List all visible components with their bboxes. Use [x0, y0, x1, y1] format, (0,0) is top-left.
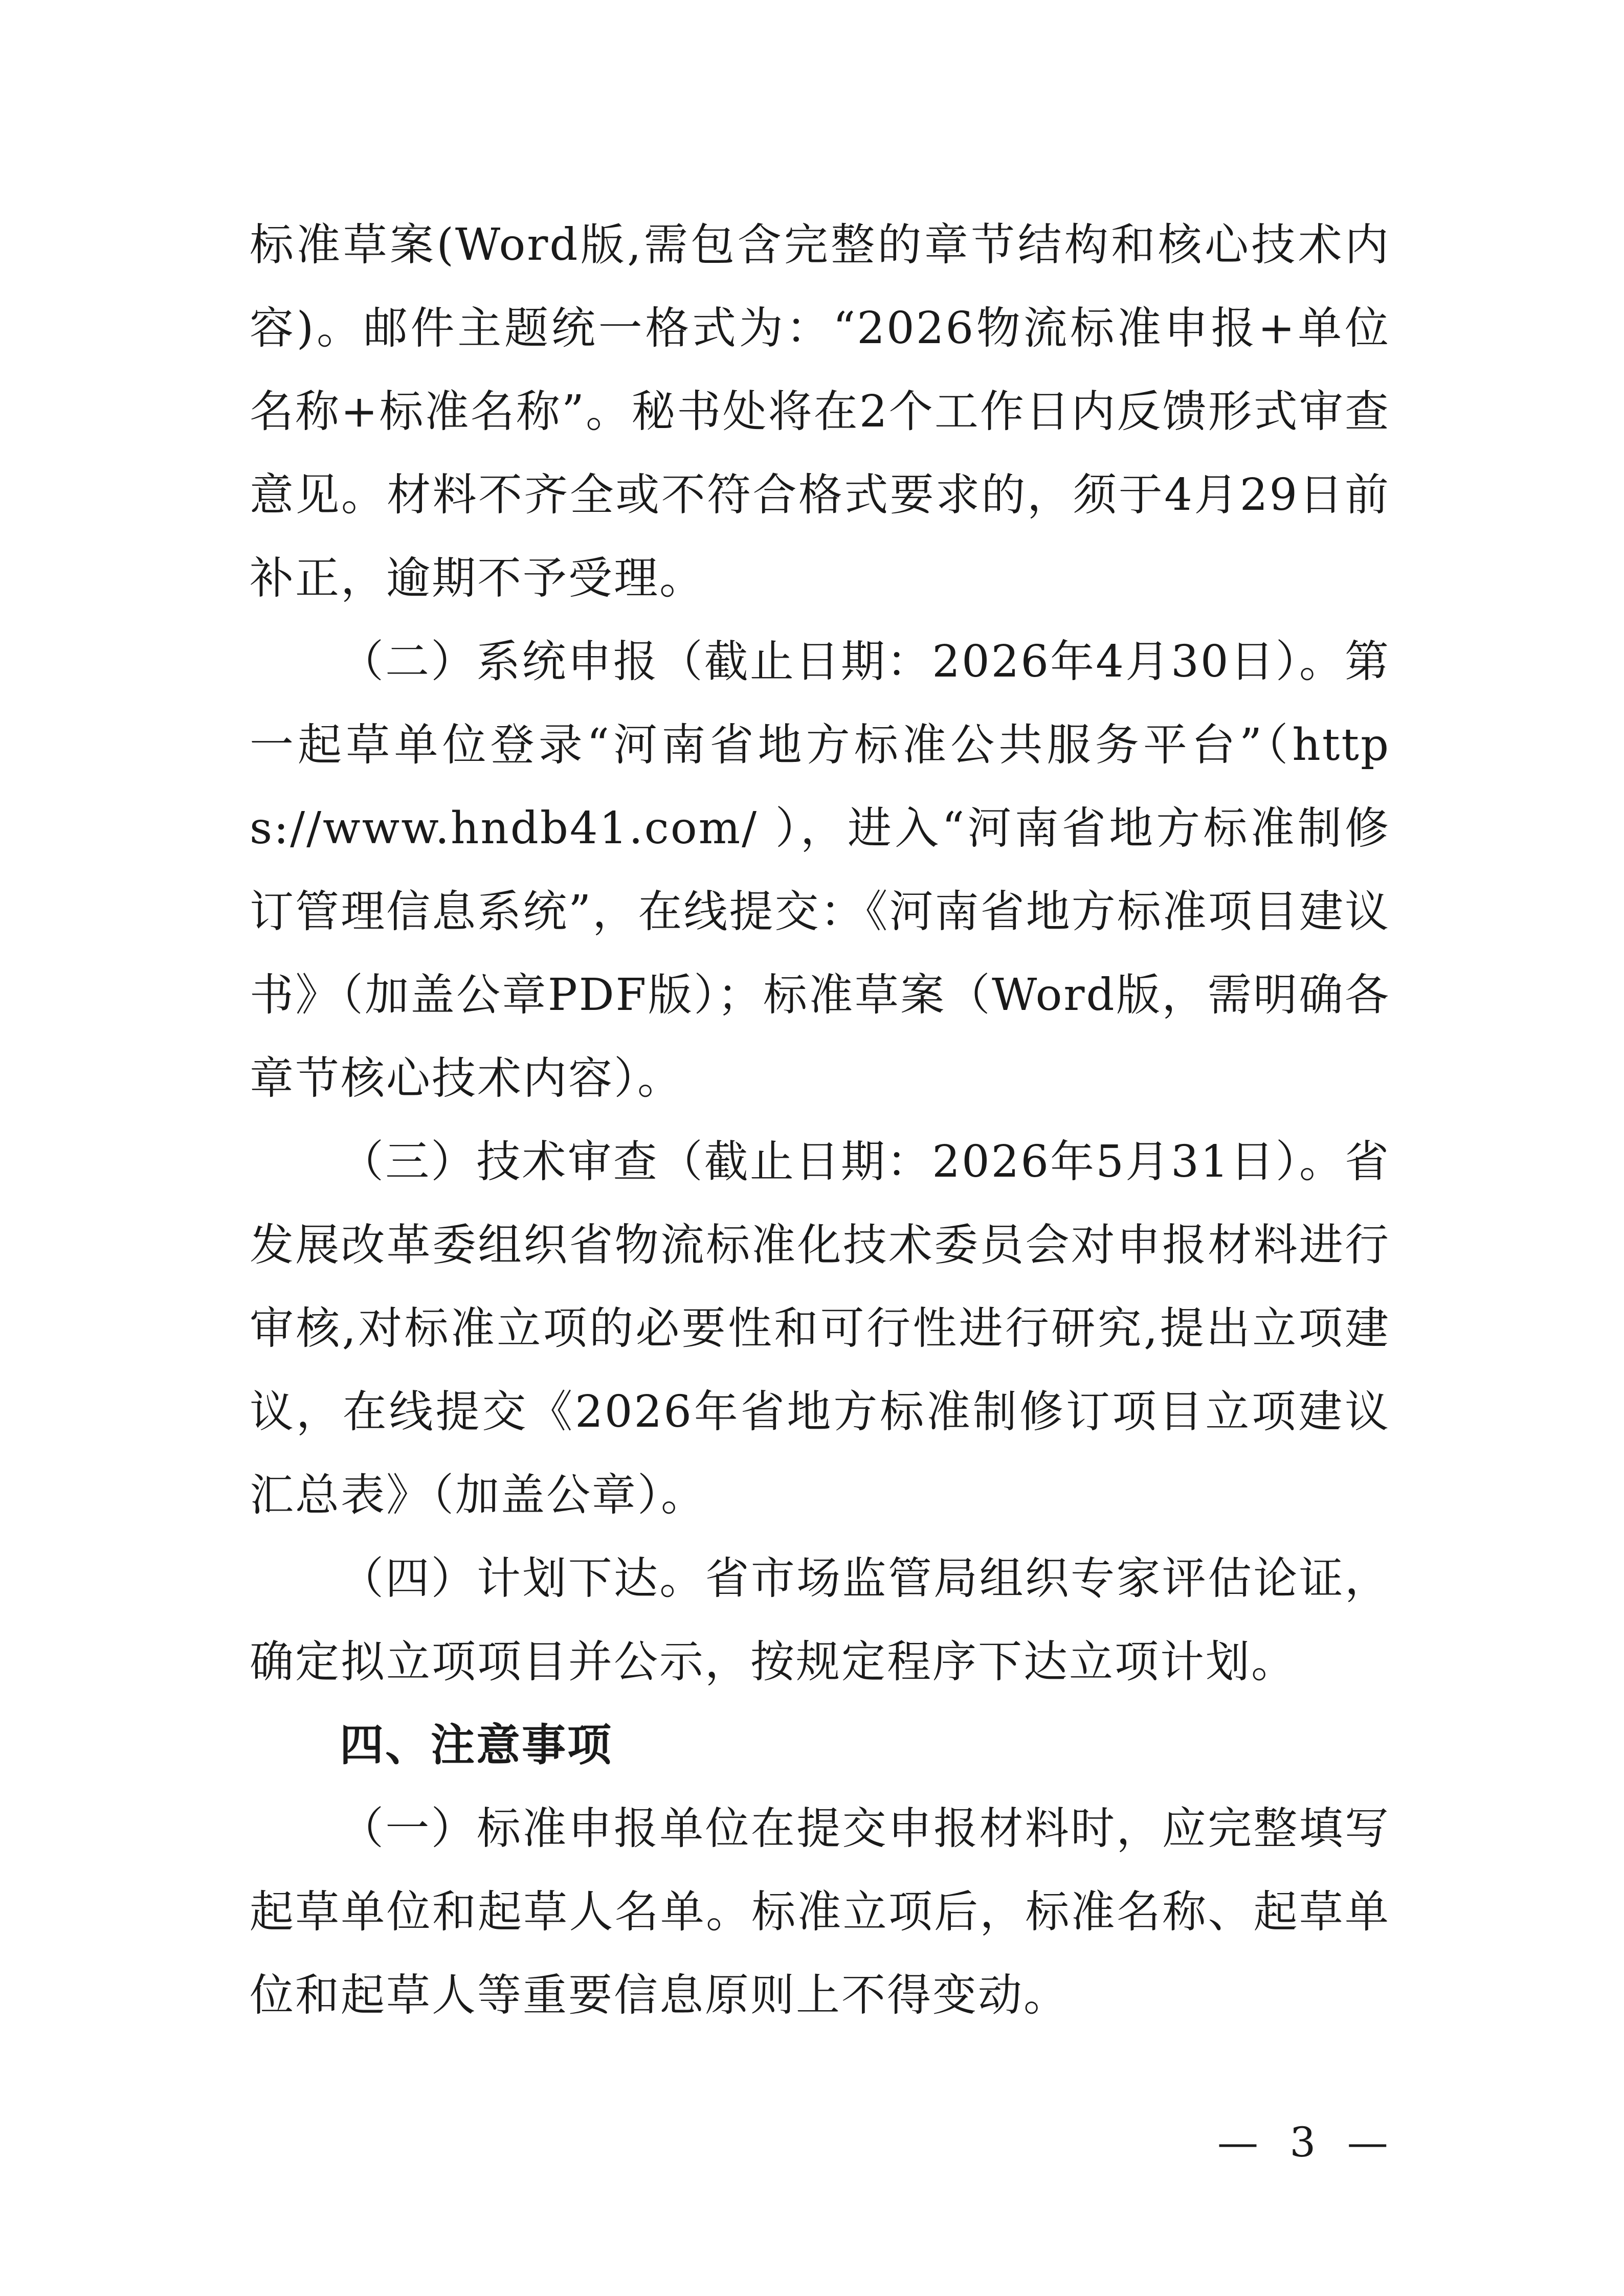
section-heading-notes: 四、注意事项 — [340, 1720, 613, 1771]
paragraph-plan-issuance: （四）计划下达。省市场监管局组织专家评估论证，确定拟立项项目并公示，按规定程序下达立项计划。 — [250, 1553, 1390, 1687]
page-number: — 3 — — [1217, 2119, 1397, 2166]
paragraph-system-declaration: （二）系统申报（截止日期：2026年4月30日）。第一起草单位登录“河南省地方标准公共服务平台”（https://www.hndb41.com/ ），进入“河南省地方标准制修订管理信息系统”，在线提交：《河南省地方标准项目建议书》（加盖公章PDF版）；标准草案（Word版，需明确各章节核心技术内容）。 — [250, 636, 1390, 1104]
paragraph-technical-review: （三）技术审查（截止日期：2026年5月31日）。省发展改革委组织省物流标准化技术委员会对申报材料进行审核,对标准立项的必要性和可行性进行研究,提出立项建议，在线提交《2026年省地方标准制修订项目立项建议汇总表》（加盖公章）。 — [250, 1136, 1390, 1521]
paragraph-submission-email: 标准草案(Word版,需包含完整的章节结构和核心技术内容)。邮件主题统一格式为：“2026物流标准申报+单位名称+标准名称”。秘书处将在2个工作日内反馈形式审查意见。材料不齐全或不符合格式要求的，须于4月29日前补正，逾期不予受理。 — [250, 219, 1390, 604]
body-text — [250, 204, 1390, 2037]
paragraph-note-one: （一）标准申报单位在提交申报材料时，应完整填写起草单位和起草人名单。标准立项后，标准名称、起草单位和起草人等重要信息原则上不得变动。 — [250, 1803, 1390, 2021]
